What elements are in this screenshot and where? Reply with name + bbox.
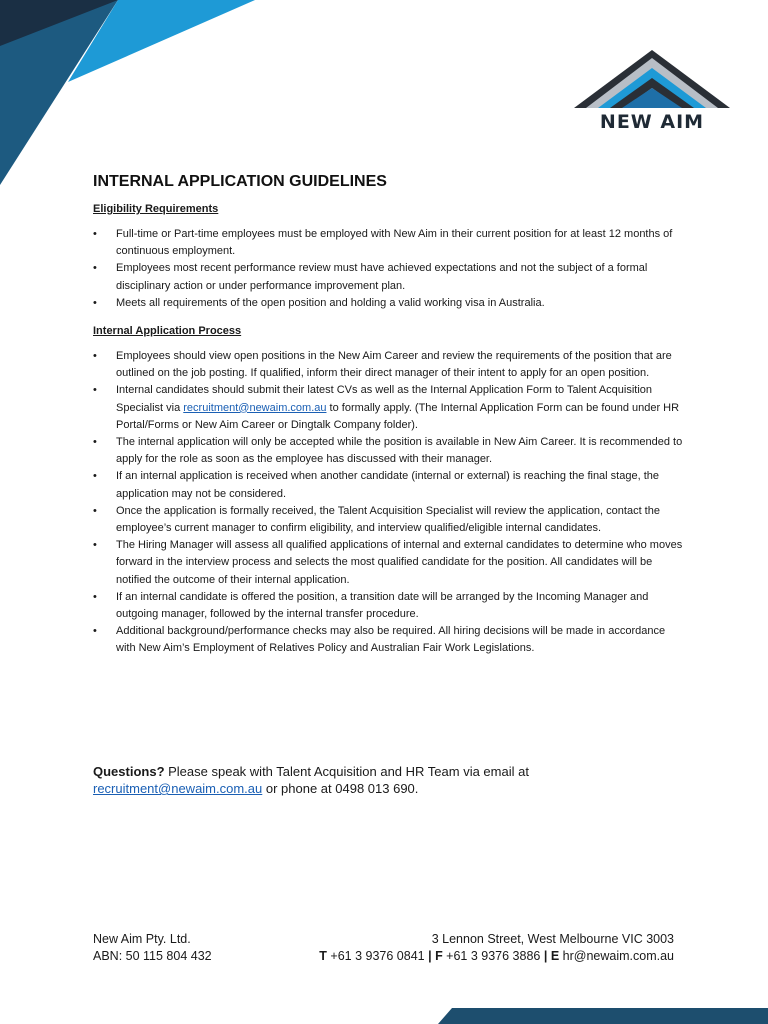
process-list (93, 348, 683, 658)
corner-decoration (0, 0, 260, 190)
company-name: New Aim Pty. Ltd. (93, 932, 191, 946)
hr-email: hr@newaim.com.au (559, 949, 674, 963)
contact-line (319, 948, 674, 965)
separator: | (428, 949, 432, 963)
process-heading: Internal Application Process (93, 325, 242, 338)
list-item: • The internal application will only be accepted while the position is available in New Aim Career. It is recommended to apply for the role as soon as the employee has discussed with their manager. (93, 434, 683, 468)
new-aim-logo (572, 50, 732, 134)
list-item: • Employees should view open positions in the New Aim Career and review the requirements of the position that are outlined on the job posting. If qualified, inform their direct manager of their intent to apply for an open position. (93, 348, 683, 382)
eligibility-list (93, 226, 683, 312)
list-item: • Employees most recent performance review must have achieved expectations and not the subject of a formal disciplinary action or under performance improvement plan. (93, 260, 683, 294)
company-address: 3 Lennon Street, West Melbourne VIC 3003 (431, 932, 674, 946)
recruitment-email-link[interactable]: recruitment@newaim.com.au (183, 401, 327, 414)
fax-label: F (435, 949, 443, 963)
phone-label: T (319, 949, 327, 963)
questions-text: Please speak with Talent Acquisition and HR Team via email at (164, 764, 529, 779)
phone-number: +61 3 9376 0841 (326, 949, 429, 963)
list-item: • Once the application is formally received, the Talent Acquisition Specialist will review the application, contact the employee’s current manager to confirm eligibility, and interview qualified/eligible internal candidates. (93, 503, 683, 537)
logo-wordmark: NEW AIM (599, 111, 705, 133)
page-title: INTERNAL APPLICATION GUIDELINES (93, 173, 387, 190)
list-item: • If an internal candidate is offered the position, a transition date will be arranged by the Incoming Manager and outgoing manager, followed by the internal transfer procedure. (93, 589, 683, 623)
eligibility-heading: Eligibility Requirements (93, 203, 219, 215)
questions-phone-text: or phone at 0498 013 690. (262, 781, 419, 796)
email-label: E (550, 949, 560, 963)
questions-section (93, 763, 693, 797)
item-text: to formally apply. (The Internal Application Form can be found under HR Portal/Forms or New Aim Career or Dingtalk Company folder). (116, 401, 680, 431)
pyramid-logo-icon (572, 50, 732, 110)
fax-number: +61 3 9376 3886 (442, 949, 544, 963)
footer-contact (319, 931, 674, 965)
questions-label: Questions? (93, 764, 165, 779)
list-item: • The Hiring Manager will assess all qualified applications of internal and external candidates to determine who moves forward in the interview process and selects the most qualified candidate for the position. All candidates will be notified the outcome of their internal application. (93, 537, 683, 589)
questions-email-link[interactable]: recruitment@newaim.com.au (93, 781, 263, 796)
list-item: • Full-time or Part-time employees must be employed with New Aim in their current position for at least 12 months of continuous employment. (93, 226, 683, 260)
list-item: • Additional background/performance checks may also be required. All hiring decisions will be made in accordance with New Aim’s Employment of Relatives Policy and Australian Fair Work Legislations. (93, 623, 683, 657)
separator: | (543, 949, 548, 963)
footer-company (93, 931, 212, 965)
footer-band-decoration (438, 1008, 768, 1024)
company-abn: ABN: 50 115 804 432 (93, 949, 212, 963)
document-body (93, 172, 683, 670)
item-text: Internal candidates should submit their latest CVs as well as the Internal Application Form to Talent Acquisition Specialist via (116, 384, 653, 414)
list-item (93, 382, 683, 434)
list-item: • If an internal application is received when another candidate (internal or external) is reaching the final stage, the application may not be considered. (93, 468, 683, 502)
list-item: • Meets all requirements of the open position and holding a valid working visa in Australia. (93, 295, 683, 312)
